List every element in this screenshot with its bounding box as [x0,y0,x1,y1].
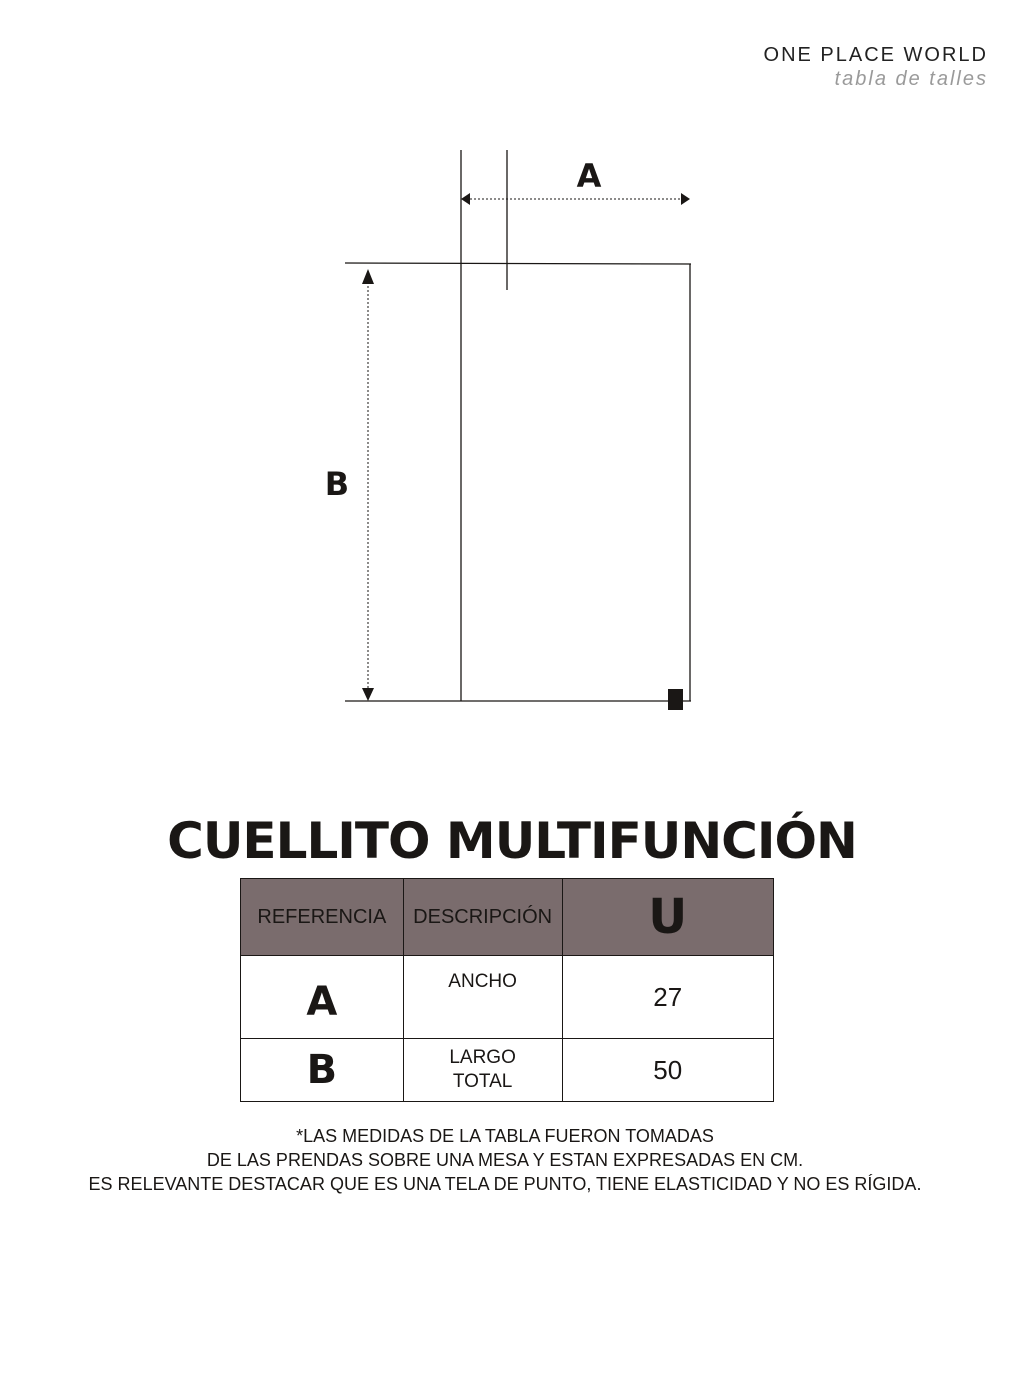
measurement-note [0,1124,1010,1196]
garment-top-edge [345,263,691,264]
description-line: TOTAL [452,1071,513,1092]
size-table [240,878,774,1102]
row-reference: B [241,1039,404,1102]
note-line: DE LAS PRENDAS SOBRE UNA MESA Y ESTAN EXPRESADAS EN CM. [206,1150,804,1170]
row-value: 27 [562,956,773,1039]
header-size-u: U [562,879,773,956]
row-value: 50 [562,1039,773,1102]
brand-name: ONE PLACE WORLD [763,44,988,66]
length-arrow-bottom [362,688,374,701]
table-header-row [241,879,774,956]
width-arrow-right [681,193,690,205]
width-arrow-left [461,193,470,205]
table-row [241,1039,774,1102]
table-row [241,956,774,1039]
header-descripcion: DESCRIPCIÓN [403,879,562,956]
row-description [403,956,562,1039]
product-title: CUELLITO MULTIFUNCIÓN [167,812,857,870]
brand-subtitle: tabla de talles [834,68,988,90]
label-tag [668,689,683,710]
row-description [403,1039,562,1102]
description-line: ANCHO [448,971,517,992]
header-referencia: REFERENCIA [241,879,404,956]
row-reference: A [241,956,404,1039]
note-line: *LAS MEDIDAS DE LA TABLA FUERON TOMADAS [296,1126,714,1146]
note-line: ES RELEVANTE DESTACAR QUE ES UNA TELA DE PUNTO, TIENE ELASTICIDAD Y NO ES RÍGIDA. [88,1174,922,1194]
description-line: LARGO [449,1047,516,1068]
length-arrow-top [362,269,374,284]
width-label: A [576,157,602,195]
length-label: B [324,465,350,503]
